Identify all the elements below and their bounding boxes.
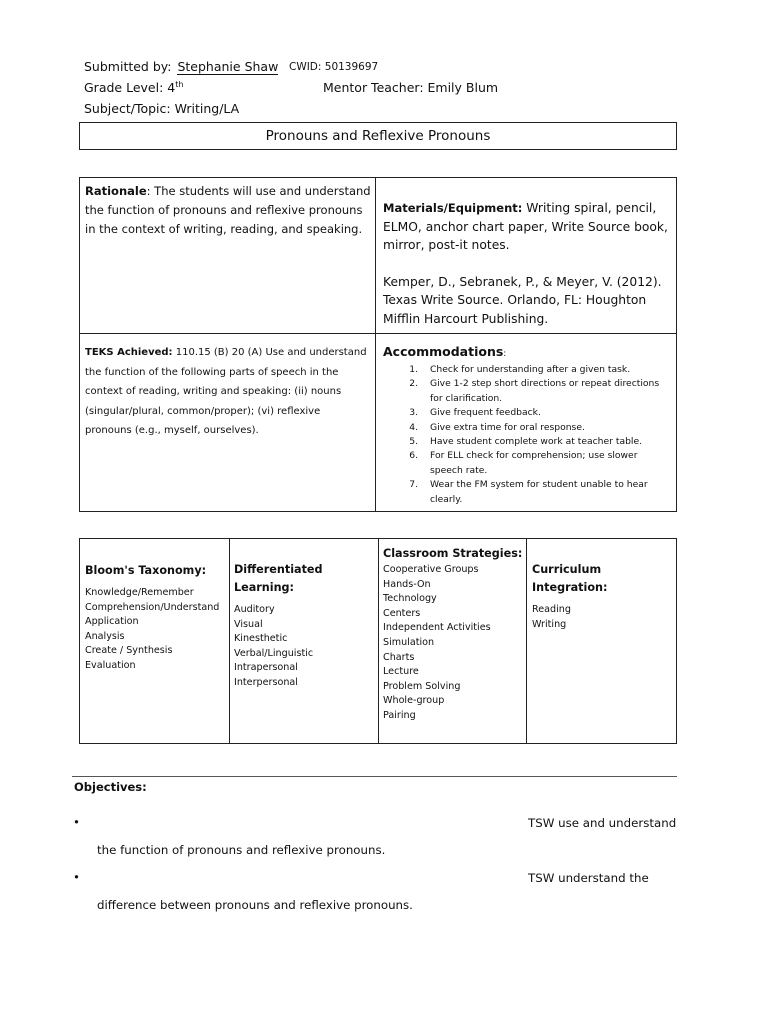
objective-2-bullet: •: [73, 870, 80, 884]
subject-topic: Subject/Topic: Writing/LA: [84, 101, 240, 116]
strategy-item: Pairing: [383, 709, 416, 721]
accommodation-item: [383, 363, 673, 377]
strategy-item: Cooperative Groups: [383, 564, 479, 575]
curriculum-item: Reading: [532, 604, 571, 615]
objective-2-rest: difference between pronouns and reflexive pronouns.: [97, 898, 413, 912]
differentiated-item: Verbal/Linguistic: [234, 647, 314, 659]
strategy-item: Simulation: [383, 636, 435, 648]
accommodations-label: Accommodations: [383, 344, 504, 359]
blooms-item: Comprehension/Understand: [85, 601, 220, 613]
accommodation-number: 5.: [409, 436, 418, 448]
strategy-item: Independent Activities: [383, 622, 491, 634]
accommodation-number: 4.: [409, 421, 418, 433]
differentiated-item: Interpersonal: [234, 676, 298, 688]
strategy-item: Hands-On: [383, 578, 431, 590]
rationale-cell: [85, 182, 371, 239]
accommodation-text: Wear the FM system for student unable to hear clearly.: [430, 479, 648, 505]
differentiated-item: Kinesthetic: [234, 633, 288, 645]
accommodation-number: 7.: [409, 479, 418, 491]
accommodation-item: [383, 421, 673, 435]
main-table: [79, 177, 677, 512]
strategy-item: Charts: [383, 651, 415, 663]
accommodation-item: [383, 377, 673, 406]
accommodation-text: For ELL check for comprehension; use slower speech rate.: [430, 450, 638, 476]
col-divider-3: [526, 539, 527, 743]
col-divider-2: [378, 539, 379, 743]
accommodations-list: [383, 363, 673, 507]
strategy-item: Problem Solving: [383, 680, 461, 692]
cwid: CWID: 50139697: [289, 61, 379, 73]
strategy-table: [79, 538, 677, 744]
materials-cell: [383, 199, 673, 329]
differentiated-label: Differentiated Learning:: [234, 563, 323, 594]
accommodation-number: 2.: [409, 378, 418, 390]
objectives-label: Objectives:: [74, 780, 147, 794]
page-title: Pronouns and Reflexive Pronouns: [265, 128, 491, 144]
accommodation-text: Check for understanding after a given task.: [430, 364, 631, 375]
strategies-cell: [383, 545, 525, 724]
strategy-item: Centers: [383, 607, 421, 619]
strategy-item: Technology: [383, 593, 437, 605]
submitted-by-label: Submitted by:: [84, 59, 172, 74]
strategies-list: [383, 563, 525, 724]
objective-1-rest: the function of pronouns and reflexive pronouns.: [97, 843, 386, 857]
teks-cell: [85, 343, 369, 441]
accommodation-text: Have student complete work at teacher table.: [430, 436, 643, 448]
accommodation-text: Give frequent feedback.: [430, 407, 541, 419]
objectives-rule: [72, 776, 677, 777]
materials-text: Writing spiral, pencil, ELMO, anchor chart paper, Write Source book, mirror, post-it notes.: [383, 201, 668, 253]
materials-label: Materials/Equipment:: [383, 201, 523, 215]
curriculum-label: Curriculum Integration:: [532, 563, 608, 594]
accommodation-item: [383, 435, 673, 449]
differentiated-list: [234, 603, 374, 691]
accommodation-number: 1.: [409, 364, 418, 375]
blooms-item: Analysis: [85, 630, 125, 642]
strategy-item: Lecture: [383, 666, 419, 678]
differentiated-item: Visual: [234, 618, 263, 630]
submitted-by-value: Stephanie Shaw: [177, 59, 279, 74]
col-divider: [375, 178, 376, 511]
submitted-by: [84, 59, 278, 74]
blooms-item: Application: [85, 616, 139, 628]
objective-1-first: TSW use and understand: [528, 816, 677, 830]
grade-level-text: Grade Level: 4: [84, 80, 176, 96]
differentiated-item: Intrapersonal: [234, 662, 298, 674]
grade-level: [84, 80, 183, 95]
row-divider: [80, 333, 676, 334]
title-box: [79, 122, 677, 150]
accommodation-item: [383, 478, 673, 507]
strategies-label: Classroom Strategies:: [383, 547, 523, 560]
accommodation-text: Give extra time for oral response.: [430, 421, 585, 433]
grade-level-sup: th: [175, 80, 184, 89]
accommodation-number: 6.: [409, 450, 418, 462]
col-divider-1: [229, 539, 230, 743]
blooms-list: [85, 586, 227, 674]
teks-text: 110.15 (B) 20 (A) Use and understand the function of the following parts of speech in the context of reading, writing and speaking: (ii) nouns (singular/plural, common/proper); (vi) reflexive pronouns (e.g., myself, ourselves).: [85, 347, 367, 436]
objective-2-first: TSW understand the: [528, 871, 649, 885]
blooms-cell: [85, 562, 227, 674]
curriculum-cell: [532, 561, 674, 632]
accommodation-text: Give 1-2 step short directions or repeat directions for clarification.: [430, 378, 660, 404]
curriculum-list: [532, 603, 674, 632]
objective-1-bullet: •: [73, 815, 80, 829]
accommodation-item: [383, 406, 673, 420]
accommodation-number: 3.: [409, 407, 418, 419]
blooms-item: Create / Synthesis: [85, 645, 173, 657]
differentiated-item: Auditory: [234, 604, 275, 615]
strategy-item: Whole-group: [383, 695, 445, 707]
curriculum-item: Writing: [532, 618, 567, 630]
materials-citation: Kemper, D., Sebranek, P., & Meyer, V. (2012). Texas Write Source. Orlando, FL: Houghton Mifflin Harcourt Publishing.: [383, 274, 662, 326]
rationale-text: : The students will use and understand the function of pronouns and reflexive pronouns in the context of writing, reading, and speaking.: [85, 184, 371, 236]
blooms-item: Knowledge/Remember: [85, 587, 194, 598]
mentor-teacher: Mentor Teacher: Emily Blum: [323, 80, 499, 95]
rationale-label: Rationale: [85, 184, 147, 198]
blooms-label: Bloom's Taxonomy:: [85, 564, 207, 577]
differentiated-cell: [234, 561, 374, 691]
accommodations-cell: [383, 343, 673, 507]
accommodation-item: [383, 449, 673, 478]
teks-label: TEKS Achieved:: [85, 347, 173, 358]
accommodations-suffix: :: [503, 349, 507, 359]
blooms-item: Evaluation: [85, 659, 136, 671]
